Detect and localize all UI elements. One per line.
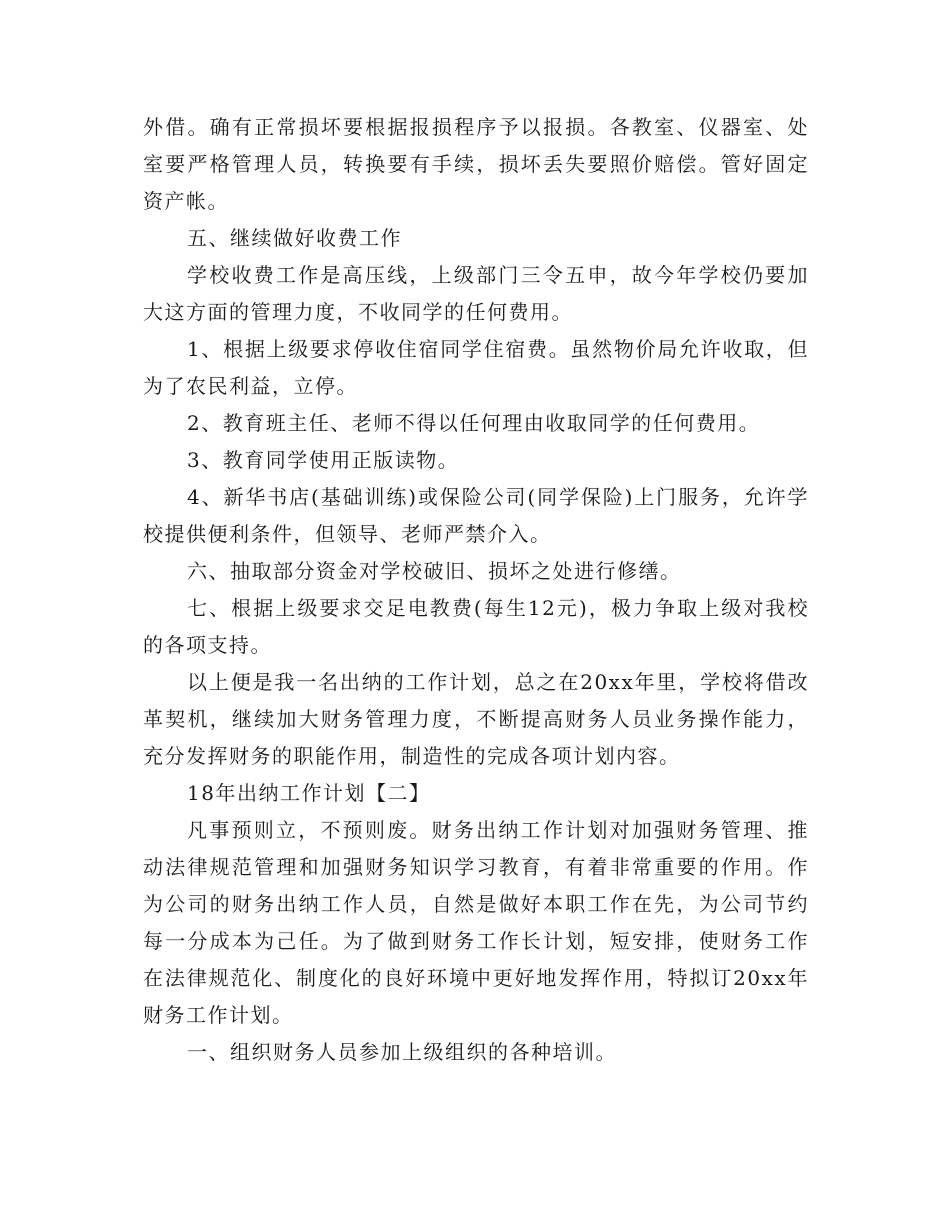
list-item: 4、新华书店(基础训练)或保险公司(同学保险)上门服务，允许学校提供便利条件，但领导、老师严禁介入。 <box>143 485 809 546</box>
paragraph: 以上便是我一名出纳的工作计划，总之在20xx年里，学校将借改革契机，继续加大财务管理力度，不断提高财务人员业务操作能力，充分发挥财务的职能作用，制造性的完成各项计划内容。 <box>143 670 809 768</box>
section-heading: 六、抽取部分资金对学校破旧、损坏之处进行修缮。 <box>187 559 682 583</box>
paragraph: 学校收费工作是高压线，上级部门三令五申，故今年学校仍要加大这方面的管理力度，不收同学的任何费用。 <box>143 263 809 324</box>
paragraph: 凡事预则立，不预则废。财务出纳工作计划对加强财务管理、推动法律规范管理和加强财务知识学习教育，有着非常重要的作用。作为公司的财务出纳工作人员，自然是做好本职工作在先，为公司节约每一分成本为己任。为了做到财务工作长计划，短安排，使财务工作在法律规范化、制度化的良好环境中更好地发挥作用，特拟订20xx年财务工作计划。 <box>143 818 809 1027</box>
section-heading: 一、组织财务人员参加上级组织的各种培训。 <box>187 1040 617 1064</box>
list-item: 1、根据上级要求停收住宿同学住宿费。虽然物价局允许收取，但为了农民利益，立停。 <box>143 337 809 398</box>
document-body <box>143 109 809 1071</box>
list-item: 2、教育班主任、老师不得以任何理由收取同学的任何费用。 <box>187 411 761 435</box>
paragraph: 外借。确有正常损坏要根据报损程序予以报损。各教室、仪器室、处室要严格管理人员，转换要有手续，损坏丢失要照价赔偿。管好固定资产帐。 <box>143 115 809 213</box>
section-title: 18年出纳工作计划【二】 <box>187 781 431 805</box>
section-heading: 七、根据上级要求交足电教费(每生12元)，极力争取上级对我校的各项支持。 <box>143 596 809 657</box>
list-item: 3、教育同学使用正版读物。 <box>187 448 460 472</box>
section-heading: 五、继续做好收费工作 <box>187 226 402 250</box>
